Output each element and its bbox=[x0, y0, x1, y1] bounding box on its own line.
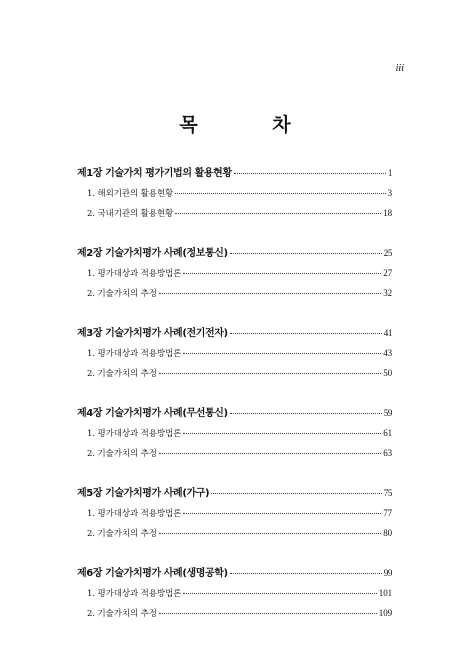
section-entry[interactable] bbox=[77, 507, 392, 527]
chapter-entry[interactable] bbox=[77, 484, 392, 504]
table-of-contents bbox=[77, 164, 392, 644]
section-title: 2. 국내기관의 활용현황 bbox=[87, 209, 174, 219]
section-entry[interactable] bbox=[77, 287, 392, 307]
section-entry[interactable] bbox=[77, 587, 392, 607]
section-page: 27 bbox=[383, 268, 392, 278]
section-page: 101 bbox=[378, 588, 392, 598]
section-entry[interactable] bbox=[77, 347, 392, 367]
section-title: 2. 기술가치의 추정 bbox=[87, 449, 157, 459]
chapter-entry[interactable] bbox=[77, 164, 392, 184]
section-page: 50 bbox=[383, 368, 392, 378]
dot-leader bbox=[159, 453, 381, 454]
section-title: 2. 기술가치의 추정 bbox=[87, 529, 157, 539]
chapter-entry[interactable] bbox=[77, 244, 392, 264]
section-title: 2. 기술가치의 추정 bbox=[87, 609, 157, 619]
section-page: 61 bbox=[383, 428, 392, 438]
dot-leader bbox=[159, 293, 381, 294]
dot-leader bbox=[234, 173, 386, 174]
section-entry[interactable] bbox=[77, 207, 392, 227]
chapter-entry[interactable] bbox=[77, 324, 392, 344]
section-title: 1. 평가대상과 적용방법론 bbox=[87, 589, 182, 599]
section-title: 1. 평가대상과 적용방법론 bbox=[87, 269, 182, 279]
chapter-3 bbox=[77, 324, 392, 387]
chapter-entry[interactable] bbox=[77, 404, 392, 424]
chapter-4 bbox=[77, 404, 392, 467]
section-entry[interactable] bbox=[77, 607, 392, 627]
dot-leader bbox=[211, 493, 382, 494]
chapter-page: 41 bbox=[383, 328, 392, 338]
dot-leader bbox=[230, 333, 382, 334]
section-page: 63 bbox=[383, 448, 392, 458]
dot-leader bbox=[183, 433, 381, 434]
page-number: iii bbox=[395, 63, 404, 74]
chapter-page: 99 bbox=[383, 568, 392, 578]
chapter-title: 제4장 기술가치평가 사례(무선통신) bbox=[77, 408, 228, 419]
section-title: 1. 평가대상과 적용방법론 bbox=[87, 349, 182, 359]
dot-leader bbox=[175, 213, 381, 214]
chapter-page: 25 bbox=[383, 248, 392, 258]
chapter-page: 1 bbox=[387, 168, 392, 178]
section-page: 32 bbox=[383, 288, 392, 298]
section-entry[interactable] bbox=[77, 447, 392, 467]
section-entry[interactable] bbox=[77, 367, 392, 387]
section-entry[interactable] bbox=[77, 427, 392, 447]
dot-leader bbox=[230, 253, 382, 254]
section-page: 109 bbox=[378, 608, 392, 618]
chapter-page: 59 bbox=[383, 408, 392, 418]
section-page: 3 bbox=[387, 188, 392, 198]
section-entry[interactable] bbox=[77, 187, 392, 207]
dot-leader bbox=[159, 373, 381, 374]
chapter-title: 제6장 기술가치평가 사례(생명공학) bbox=[77, 568, 228, 579]
chapter-2 bbox=[77, 244, 392, 307]
section-entry[interactable] bbox=[77, 527, 392, 547]
chapter-6 bbox=[77, 564, 392, 627]
dot-leader bbox=[159, 613, 377, 614]
section-entry[interactable] bbox=[77, 267, 392, 287]
dot-leader bbox=[183, 353, 381, 354]
section-page: 80 bbox=[383, 528, 392, 538]
chapter-title: 제2장 기술가치평가 사례(정보통신) bbox=[77, 248, 228, 259]
section-title: 2. 기술가치의 추정 bbox=[87, 289, 157, 299]
section-page: 77 bbox=[383, 508, 392, 518]
dot-leader bbox=[183, 513, 381, 514]
dot-leader bbox=[159, 533, 381, 534]
section-page: 43 bbox=[383, 348, 392, 358]
dot-leader bbox=[230, 573, 382, 574]
section-title: 1. 평가대상과 적용방법론 bbox=[87, 509, 182, 519]
chapter-title: 제5장 기술가치평가 사례(가구) bbox=[77, 488, 210, 499]
dot-leader bbox=[183, 273, 381, 274]
dot-leader bbox=[230, 413, 382, 414]
section-title: 2. 기술가치의 추정 bbox=[87, 369, 157, 379]
dot-leader bbox=[175, 193, 385, 194]
chapter-1 bbox=[77, 164, 392, 227]
dot-leader bbox=[183, 593, 377, 594]
chapter-title: 제3장 기술가치평가 사례(전기전자) bbox=[77, 328, 228, 339]
chapter-5 bbox=[77, 484, 392, 547]
section-title: 1. 평가대상과 적용방법론 bbox=[87, 429, 182, 439]
chapter-page: 75 bbox=[383, 488, 392, 498]
chapter-title: 제1장 기술가치 평가기법의 활용현황 bbox=[77, 168, 232, 179]
chapter-entry[interactable] bbox=[77, 564, 392, 584]
section-title: 1. 해외기관의 활용현황 bbox=[87, 189, 174, 199]
section-page: 18 bbox=[383, 208, 392, 218]
toc-title: 목 차 bbox=[179, 114, 325, 136]
